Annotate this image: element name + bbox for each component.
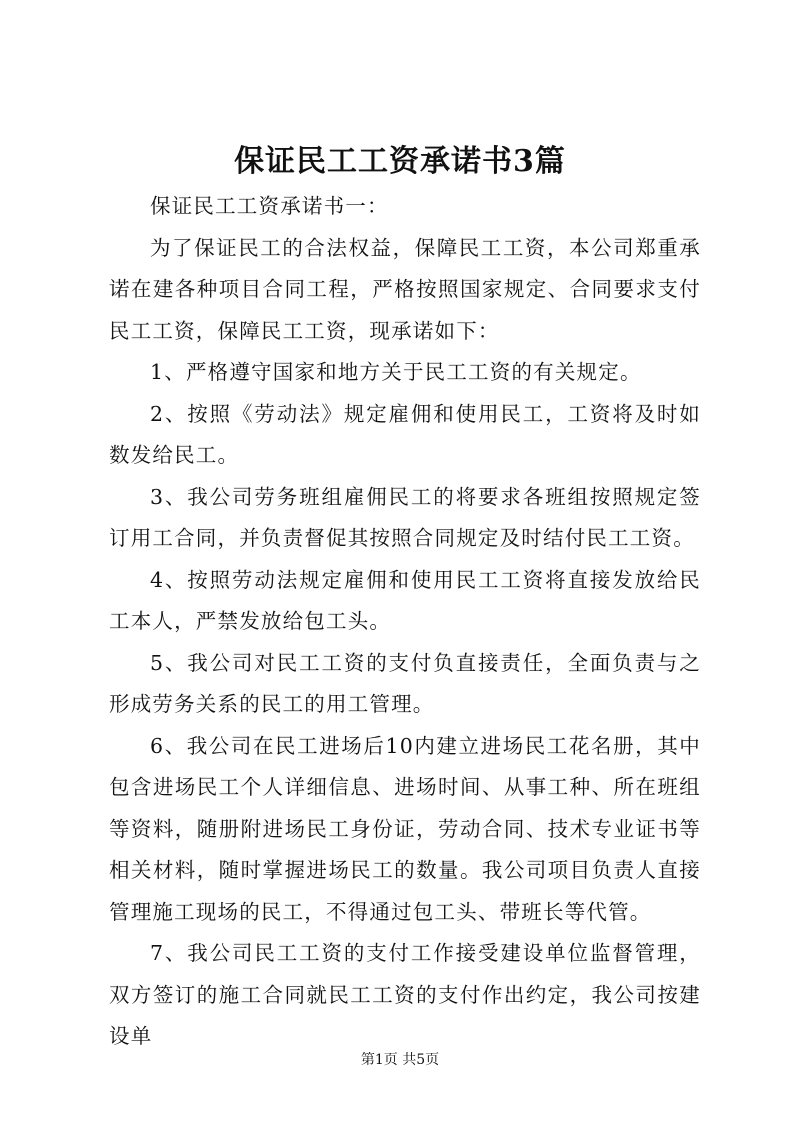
paragraph-intro: 为了保证民工的合法权益，保障民工工资，本公司郑重承诺在建各种项目合同工程，严格按照国家规定、合同要求支付民工工资，保障民工工资，现承诺如下：	[109, 235, 701, 343]
paragraph-item-3: 3、我公司劳务班组雇佣民工的将要求各班组按照规定签订用工合同，并负责督促其按照合同规定及时结付民工工资。	[109, 484, 701, 550]
paragraph-item-4: 4、按照劳动法规定雇佣和使用民工工资将直接发放给民工本人，严禁发放给包工头。	[109, 567, 701, 633]
document-body	[109, 186, 701, 1058]
paragraph-item-5: 5、我公司对民工工资的支付负直接责任，全面负责与之形成劳务关系的民工的用工管理。	[109, 650, 701, 716]
paragraph-subtitle: 保证民工工资承诺书一：	[150, 194, 389, 218]
paragraph-item-7: 7、我公司民工工资的支付工作接受建设单位监督管理，双方签订的施工合同就民工工资的支付作出约定，我公司按建设单	[109, 941, 701, 1048]
document-title: 保证民工工资承诺书3篇	[234, 144, 566, 179]
paragraph-item-6: 6、我公司在民工进场后10内建立进场民工花名册，其中包含进场民工个人详细信息、进场时间、从事工种、所在班组等资料，随册附进场民工身份证，劳动合同、技术专业证书等相关材料，随时掌握进场民工的数量。我公司项目负责人直接管理施工现场的民工，不得通过包工头、带班长等代管。	[109, 733, 701, 924]
page-footer: 第1页 共5页	[360, 1052, 440, 1068]
paragraph-item-1: 1、严格遵守国家和地方关于民工工资的有关规定。	[150, 360, 642, 384]
paragraph-item-2: 2、按照《劳动法》规定雇佣和使用民工，工资将及时如数发给民工。	[109, 401, 701, 467]
